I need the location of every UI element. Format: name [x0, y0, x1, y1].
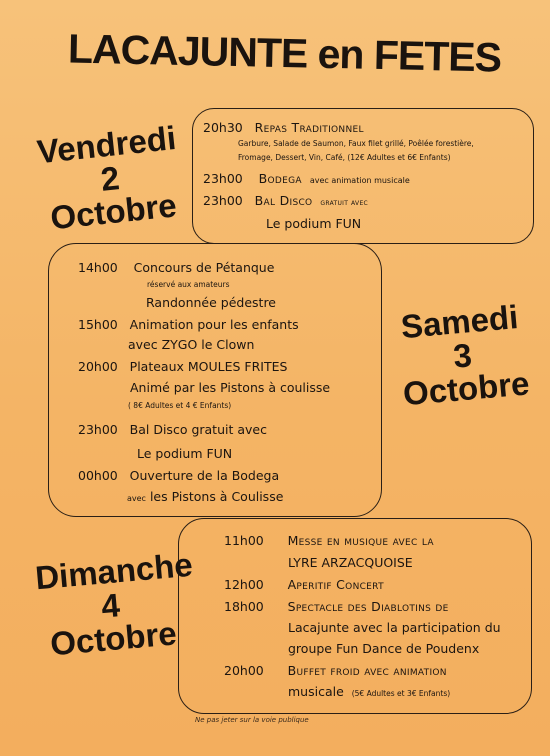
- sat-e1-time: 14h00: [78, 260, 118, 275]
- sat-e5-extra-text: les Pistons à Coulisse: [149, 489, 284, 504]
- sun-e1-time: 11h00: [224, 533, 264, 548]
- sat-e2-extra: avec ZYGO le Clown: [128, 337, 255, 352]
- sun-e1-text: Messe en musique avec la: [287, 533, 434, 548]
- fri-e2-note: avec animation musicale: [309, 176, 410, 185]
- sun-e2-text: Aperitif Concert: [287, 577, 384, 592]
- sat-e5: [78, 468, 279, 483]
- sun-e4: [224, 663, 447, 678]
- sat-e3-extra: Animé par les Pistons à coulisse: [130, 380, 331, 395]
- sat-e1-text: Concours de Pétanque: [133, 260, 275, 275]
- sat-e3-time: 20h00: [78, 359, 118, 374]
- sunday-label: [33, 545, 195, 663]
- sun-e1: [224, 533, 434, 548]
- sat-e3-text: Plateaux MOULES FRITES: [129, 359, 288, 374]
- sat-e4-text: Bal Disco gratuit avec: [129, 422, 267, 437]
- friday-month: Octobre: [48, 186, 179, 237]
- sunday-day: Dimanche: [33, 545, 195, 597]
- fri-menu-2: Fromage, Dessert, Vin, Café, (12€ Adultes et 6€ Enfants): [238, 153, 451, 162]
- footer-note: Ne pas jeter sur la voie publique: [195, 716, 309, 724]
- sat-e5-extra: [127, 489, 283, 504]
- fri-e2-time: 23h00: [203, 171, 243, 186]
- sun-e3-l3: groupe Fun Dance de Poudenx: [288, 641, 480, 656]
- fri-e1: [203, 120, 364, 135]
- sat-e4-time: 23h00: [78, 422, 118, 437]
- sat-e1: [78, 260, 274, 275]
- sun-e1-extra: LYRE ARZACQUOISE: [288, 555, 413, 570]
- sat-e3: [78, 359, 287, 374]
- fri-e3-note: gratuit avec: [320, 198, 369, 207]
- sat-e3-price: ( 8€ Adultes et 4 € Enfants): [128, 401, 232, 410]
- fri-e3-time: 23h00: [203, 193, 243, 208]
- sun-e3-text: Spectacle des Diablotins de: [287, 599, 449, 614]
- poster-title: LACAJUNTE en FETES: [67, 25, 502, 81]
- saturday-month: Octobre: [401, 364, 531, 413]
- sun-e4-text: Buffet froid avec animation: [287, 663, 447, 678]
- sat-e2-time: 15h00: [78, 317, 118, 332]
- friday-date: 2: [98, 158, 122, 198]
- sat-e1-note: réservé aux amateurs: [147, 280, 230, 289]
- fri-e1-time: 20h30: [203, 120, 243, 135]
- fri-e3: [203, 193, 368, 208]
- friday-label: [35, 121, 185, 236]
- fri-e2: [203, 171, 410, 186]
- sun-e4-extra: [288, 684, 450, 699]
- sat-e5-pre: avec: [127, 494, 146, 503]
- sun-e3-time: 18h00: [224, 599, 264, 614]
- sun-e4-time: 20h00: [224, 663, 264, 678]
- sat-e4-extra: Le podium FUN: [137, 446, 233, 461]
- sunday-month: Octobre: [48, 614, 179, 663]
- sat-e4: [78, 422, 267, 437]
- fri-menu-1: Garbure, Salade de Saumon, Faux filet grillé, Poêlée forestière,: [238, 139, 474, 148]
- saturday-date: 3: [451, 335, 474, 375]
- sat-e5-text: Ouverture de la Bodega: [129, 468, 280, 483]
- sat-e2-text: Animation pour les enfants: [129, 317, 299, 332]
- sun-e4-extra-text: musicale: [288, 684, 344, 699]
- sun-e3-l2: Lacajunte avec la participation du: [288, 620, 501, 635]
- sat-e5-time: 00h00: [78, 468, 118, 483]
- fri-e2-text: Bodega: [258, 171, 302, 186]
- sat-e1-extra: Randonnée pédestre: [146, 295, 276, 310]
- sun-e2: [224, 577, 384, 592]
- fri-e1-text: Repas Traditionnel: [254, 120, 364, 135]
- friday-day: Vendredi: [35, 119, 178, 171]
- sat-e2: [78, 317, 299, 332]
- saturday-day: Samedi: [399, 298, 520, 346]
- sun-e2-time: 12h00: [224, 577, 264, 592]
- fri-e4: Le podium FUN: [266, 216, 362, 231]
- fri-e3-text: Bal Disco: [254, 193, 313, 208]
- sun-e3: [224, 599, 449, 614]
- saturday-label: [396, 300, 529, 411]
- sun-e4-price: (5€ Adultes et 3€ Enfants): [351, 689, 451, 698]
- sunday-date: 4: [99, 585, 122, 625]
